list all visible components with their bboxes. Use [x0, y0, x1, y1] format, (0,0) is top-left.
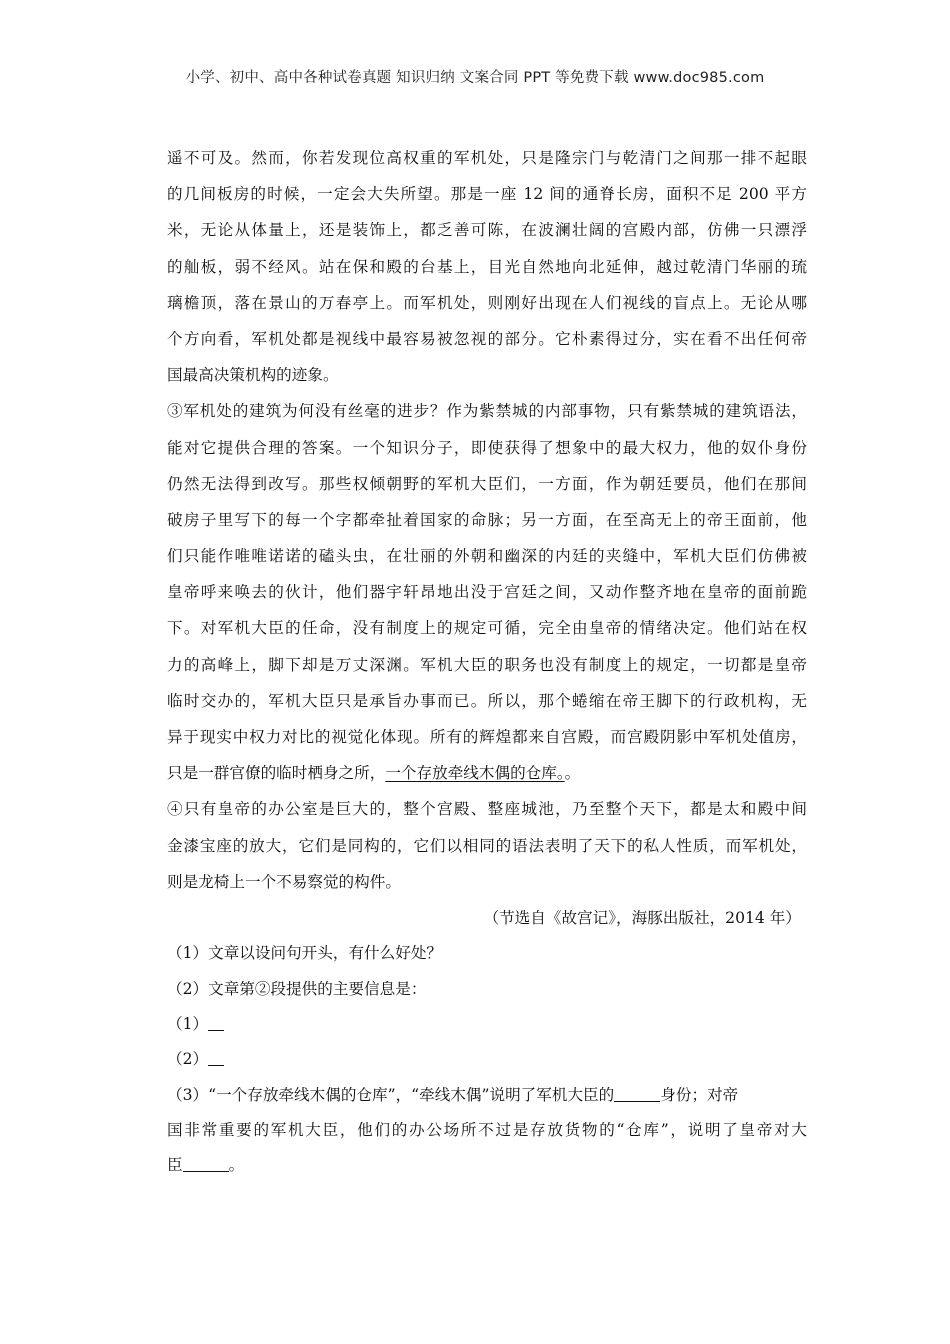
text-line: ④只有皇帝的办公室是巨大的，整个宫殿、整座城池，乃至整个天下，都是太和殿中间 — [167, 800, 807, 819]
text-line: 异于现实中权力对比的视觉化体现。所有的辉煌都来自宫殿，而宫殿阴影中军机处值房， — [167, 728, 807, 746]
question-3-line-1 — [167, 1078, 807, 1113]
text-line: 个方向看，军机处都是视线中最容易被忽视的部分。它朴素得过分，实在看不出任何帝 — [167, 329, 807, 348]
text-line: 破房子里写下的每一个字都牵扯着国家的命脉；另一方面，在至高无上的帝王面前，他 — [167, 510, 807, 529]
text-segment: 。 — [228, 1156, 245, 1175]
answer-blank[interactable] — [614, 1083, 660, 1102]
sub-label: （2） — [167, 1050, 209, 1069]
text-segment: 。 — [564, 764, 581, 783]
sub-label: （1） — [167, 1014, 209, 1033]
text-line: 国最高决策机构的迹象。 — [167, 366, 339, 385]
page-header-banner: 小学、初中、高中各种试卷真题 知识归纳 文案合同 PPT 等免费下载 www.doc985.com — [185, 70, 765, 86]
text-line: 皇帝呼来唤去的伙计，他们器宇轩昂地出没于宫廷之间，又动作整齐地在皇帝的面前跪 — [167, 583, 807, 602]
text-line: 们只能作唯唯诺诺的磕头虫，在壮丽的外朝和幽深的内廷的夹缝中，军机大臣们仿佛被 — [167, 547, 807, 566]
question-3-line-3 — [167, 1148, 807, 1183]
source-citation: （节选自《故宫记》，海豚出版社，2014 年） — [483, 908, 801, 927]
paragraph-4 — [167, 791, 807, 900]
answer-blank[interactable] — [208, 1012, 224, 1031]
text-line: 璃檐顶，落在景山的万春亭上。而军机处，则刚好出现在人们视线的盲点上。无论从哪 — [167, 293, 807, 312]
article-body — [167, 140, 807, 1184]
questions-section — [167, 936, 807, 1184]
question-3-line-2: 国非常重要的军机大臣，他们的办公场所不过是存放货物的“仓库”，说明了皇帝对大 — [167, 1121, 807, 1140]
answer-blank[interactable] — [208, 1047, 224, 1066]
text-line: 的舢板，弱不经风。站在保和殿的台基上，目光自然地向北延伸，越过乾清门华丽的琉 — [167, 257, 807, 276]
text-line: 的几间板房的时候，一定会大失所望。那是一座 12 间的通脊长房，面积不足 200 平方 — [167, 185, 807, 204]
text-line: 则是龙椅上一个不易察觉的构件。 — [167, 872, 401, 891]
paragraph-3 — [167, 393, 807, 791]
question-2-sub-1 — [167, 1007, 807, 1042]
text-segment: 只是一群官僚的临时栖身之所， — [167, 764, 386, 783]
text-line: 下。对军机大臣的任命，没有制度上的规定可循，完全由皇帝的情绪决定。他们站在权 — [167, 619, 807, 638]
text-segment: 身份；对帝 — [660, 1085, 739, 1104]
text-line — [167, 755, 807, 791]
text-line: 仍然无法得到改写。那些权倾朝野的军机大臣们，一方面，作为朝廷要员，他们在那间 — [167, 474, 807, 493]
question-1: （1）文章以设问句开头，有什么好处？ — [167, 944, 443, 963]
answer-blank[interactable] — [183, 1153, 229, 1172]
text-segment: 臣 — [167, 1156, 183, 1175]
text-line: 能对它提供合理的答案。一个知识分子，即使获得了想象中的最大权力，他的奴仆身份 — [167, 438, 807, 457]
underlined-phrase: 一个存放牵线木偶的仓库。 — [385, 764, 565, 783]
text-line: 米，无论从体量上，还是装饰上，都乏善可陈，在波澜壮阔的宫殿内部，仿佛一只漂浮 — [167, 221, 807, 240]
question-2: （2）文章第②段提供的主要信息是： — [167, 979, 427, 998]
text-line: ③军机处的建筑为何没有丝毫的进步？作为紫禁城的内部事物，只有紫禁城的建筑语法， — [167, 402, 807, 421]
text-line: 遥不可及。然而，你若发现位高权重的军机处，只是隆宗门与乾清门之间那一排不起眼 — [167, 149, 807, 167]
question-2-sub-2 — [167, 1042, 807, 1077]
text-segment: （3）“一个存放牵线木偶的仓库”，“牵线木偶”说明了军机大臣的 — [167, 1085, 615, 1104]
text-line: 力的高峰上，脚下却是万丈深渊。军机大臣的职务也没有制度上的规定，一切都是皇帝 — [167, 655, 807, 674]
text-line: 临时交办的，军机大臣只是承旨办事而已。所以，那个蜷缩在帝王脚下的行政机构，无 — [167, 691, 807, 710]
paragraph-2 — [167, 140, 807, 393]
text-line: 金漆宝座的放大，它们是同构的，它们以相同的语法表明了天下的私人性质，而军机处， — [167, 836, 807, 855]
